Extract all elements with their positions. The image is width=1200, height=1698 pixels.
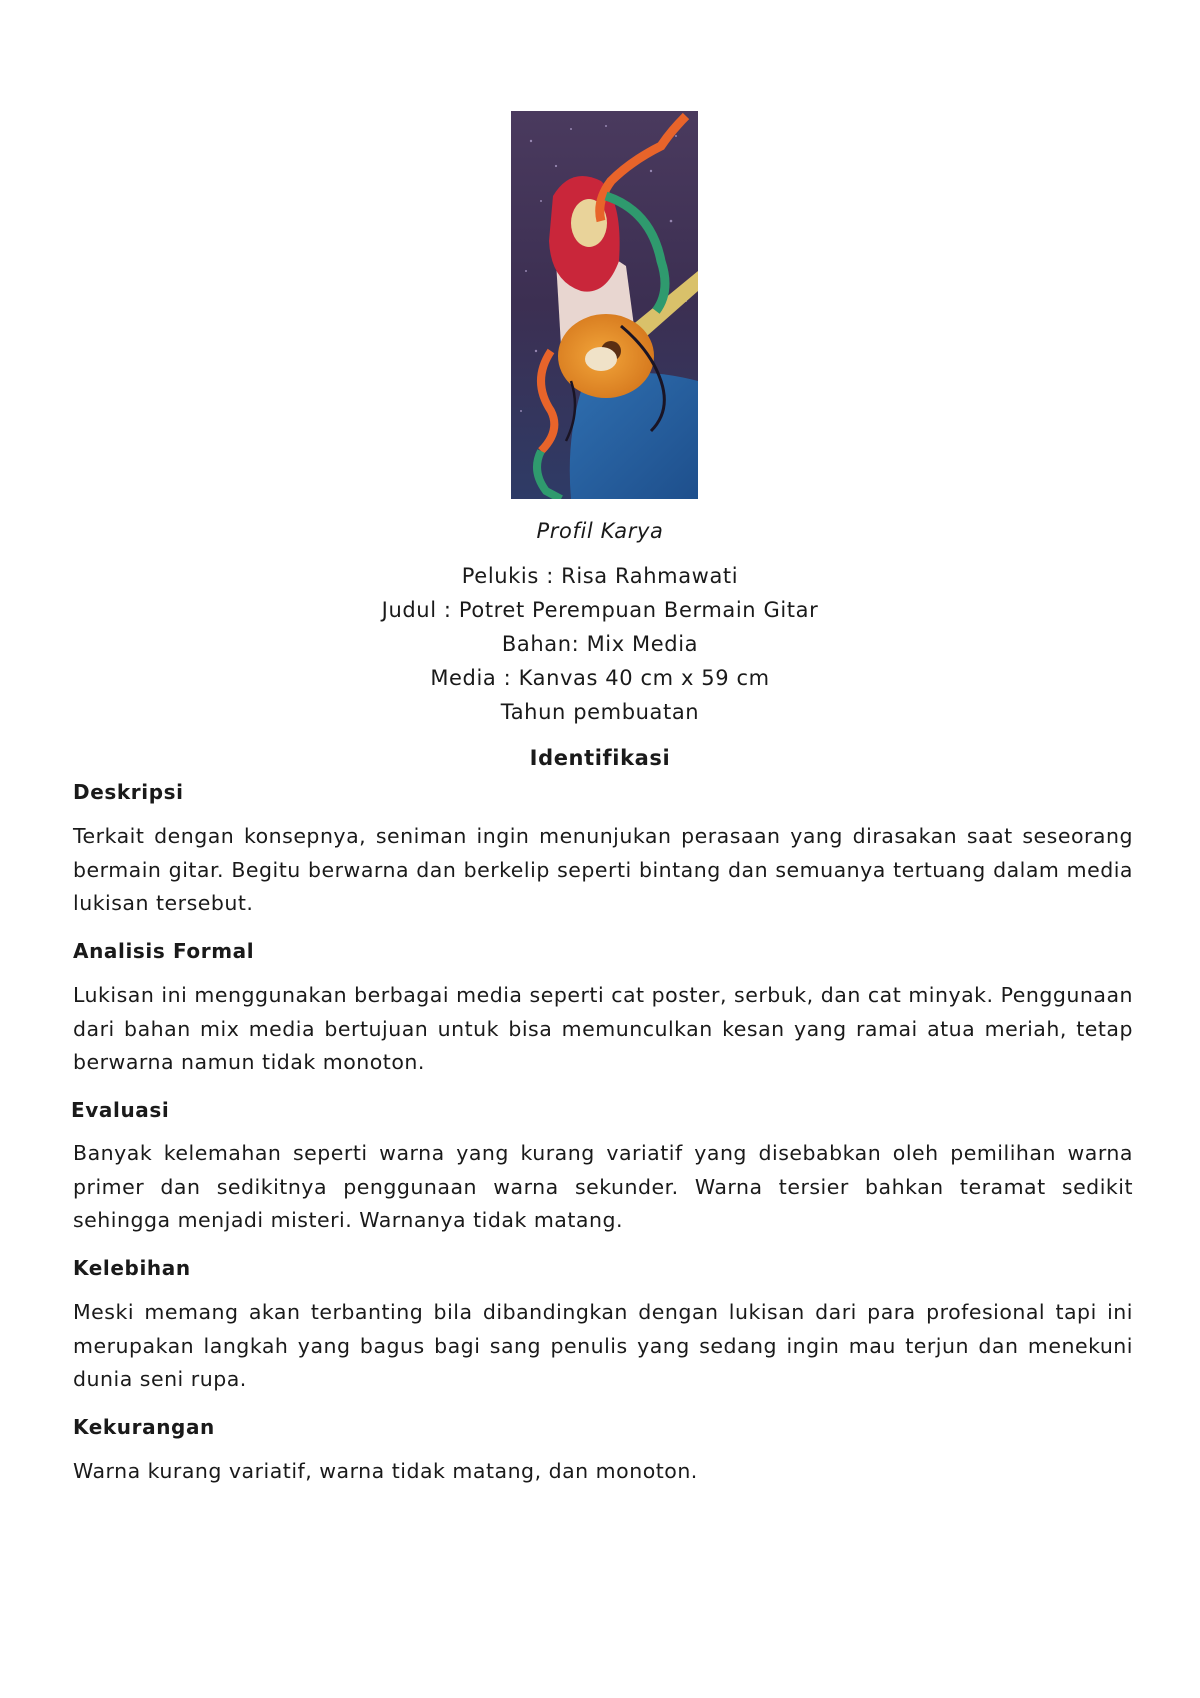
artwork-caption: Profil Karya — [536, 519, 664, 543]
profile-judul: Judul : Potret Perempuan Bermain Gitar — [381, 598, 819, 622]
kekurangan-text: Warna kurang variatif, warna tidak matang, dan monoton. — [73, 1459, 698, 1483]
deskripsi-text: Terkait dengan konsepnya, seniman ingin menunjukan perasaan yang dirasakan saat seseorang bermain gitar. Begitu berwarna dan berkelip seperti bintang dan semuanya tertuang dalam media lukisan tersebut. — [73, 824, 1133, 915]
painting-image — [511, 111, 698, 499]
profile-tahun: Tahun pembuatan — [500, 700, 700, 724]
analisis-text: Lukisan ini menggunakan berbagai media seperti cat poster, serbuk, dan cat minyak. Penggunaan dari bahan mix media bertujuan untuk bisa memunculkan kesan yang ramai atua meriah, tetap berwarna namun tidak monoton. — [73, 983, 1133, 1074]
identifikasi-heading: Identifikasi — [529, 746, 671, 770]
evaluasi-text: Banyak kelemahan seperti warna yang kurang variatif yang disebabkan oleh pemilihan warna primer dan sedikitnya penggunaan warna sekunder. Warna tersier bahkan teramat sedikit sehingga menjadi misteri. Warnanya tidak matang. — [73, 1141, 1133, 1232]
evaluasi-heading: Evaluasi — [71, 1098, 170, 1122]
deskripsi-heading: Deskripsi — [73, 780, 184, 804]
profile-media: Media : Kanvas 40 cm x 59 cm — [430, 666, 770, 690]
kelebihan-text: Meski memang akan terbanting bila dibandingkan dengan lukisan dari para profesional tapi ini merupakan langkah yang bagus bagi sang penulis yang sedang ingin mau terjun dan menekuni dunia seni rupa. — [73, 1300, 1133, 1391]
analisis-heading: Analisis Formal — [73, 939, 255, 963]
kekurangan-heading: Kekurangan — [73, 1415, 215, 1439]
profile-pelukis: Pelukis : Risa Rahmawati — [461, 564, 739, 588]
kelebihan-heading: Kelebihan — [73, 1256, 191, 1280]
profile-bahan: Bahan: Mix Media — [501, 632, 699, 656]
